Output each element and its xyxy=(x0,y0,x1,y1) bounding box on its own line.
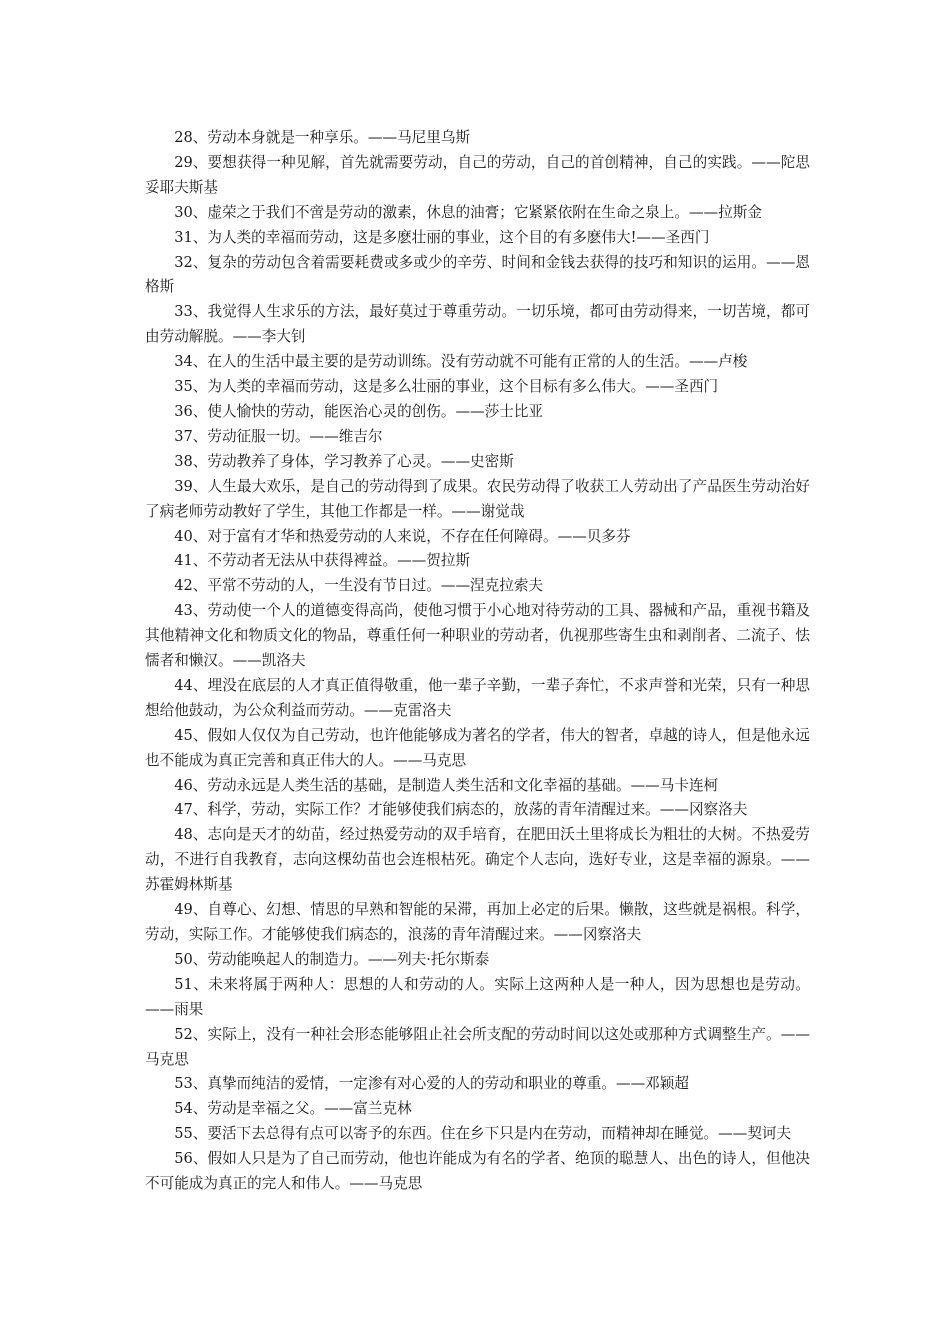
quote-paragraph: 46、劳动永远是人类生活的基础，是制造人类生活和文化幸福的基础。——马卡连柯 xyxy=(174,776,719,794)
quote-paragraph: 36、使人愉快的劳动，能医治心灵的创伤。——莎士比亚 xyxy=(174,402,544,420)
quote-paragraph: 54、劳动是幸福之父。——富兰克林 xyxy=(174,1100,412,1118)
quote-paragraph: 33、我觉得人生求乐的方法，最好莫过于尊重劳动。一切乐境，都可由劳动得来，一切苦境，都可由劳动解脱。——李大钊 xyxy=(145,303,810,346)
quote-paragraph: 52、实际上，没有一种社会形态能够阻止社会所支配的劳动时间以这处或那种方式调整生产。——马克思 xyxy=(145,1025,810,1068)
quote-paragraph: 37、劳动征服一切。——维吉尔 xyxy=(174,427,383,445)
quote-list xyxy=(145,126,810,1197)
quote-paragraph: 35、为人类的幸福而劳动，这是多么壮丽的事业，这个目标有多么伟大。——圣西门 xyxy=(174,378,719,396)
quote-paragraph: 49、自尊心、幻想、情思的早熟和智能的呆滞，再加上必定的后果。懒散，这些就是祸根。科学，劳动，实际工作。才能够使我们病态的，浪荡的青年清醒过来。——冈察洛夫 xyxy=(145,901,810,943)
quote-paragraph: 43、劳动使一个人的道德变得高尚，使他习惯于小心地对待劳动的工具、器械和产品，重视书籍及其他精神文化和物质文化的物品，尊重任何一种职业的劳动者，仇视那些寄生虫和剥削者、二流子、怯懦者和懒汉。——凯洛夫 xyxy=(145,602,810,670)
quote-paragraph: 55、要活下去总得有点可以寄予的东西。住在乡下只是内在劳动，而精神却在睡觉。——契诃夫 xyxy=(174,1125,792,1143)
quote-paragraph: 50、劳动能唤起人的制造力。——列夫·托尔斯泰 xyxy=(174,950,490,968)
quote-paragraph: 44、埋没在底层的人才真正值得敬重，他一辈子辛勤，一辈子奔忙，不求声誉和光荣，只有一种思想给他鼓动，为公众利益而劳动。——克雷洛夫 xyxy=(145,676,810,719)
quote-paragraph: 34、在人的生活中最主要的是劳动训练。没有劳动就不可能有正常的人的生活。——卢梭 xyxy=(174,353,748,371)
quote-paragraph: 29、要想获得一种见解，首先就需要劳动，自己的劳动，自己的首创精神，自己的实践。——陀思妥耶夫斯基 xyxy=(145,153,810,196)
quote-paragraph: 42、平常不劳动的人，一生没有节日过。——涅克拉索夫 xyxy=(174,577,544,595)
quote-paragraph: 28、劳动本身就是一种享乐。——马尼里乌斯 xyxy=(174,129,471,146)
quote-paragraph: 40、对于富有才华和热爱劳动的人来说，不存在任何障碍。——贝多芬 xyxy=(174,527,631,545)
quote-paragraph: 39、人生最大欢乐，是自己的劳动得到了成果。农民劳动得了收获工人劳动出了产品医生劳动治好了病老师劳动教好了学生，其他工作都是一样。——谢觉哉 xyxy=(145,477,810,520)
quote-paragraph: 48、志向是天才的幼苗，经过热爱劳动的双手培育，在肥田沃土里将成长为粗壮的大树。不热爱劳动，不进行自我教育，志向这棵幼苗也会连根枯死。确定个人志向，选好专业，这是幸福的源泉。——苏霍姆林斯基 xyxy=(145,826,810,894)
quote-paragraph: 38、劳动教养了身体，学习教养了心灵。——史密斯 xyxy=(174,452,514,470)
quote-paragraph: 51、未来将属于两种人：思想的人和劳动的人。实际上这两种人是一种人，因为思想也是劳动。——雨果 xyxy=(145,975,810,1018)
quote-paragraph: 41、不劳动者无法从中获得裨益。——贺拉斯 xyxy=(174,552,471,570)
quote-paragraph: 45、假如人仅仅为自己劳动，也许他能够成为著名的学者，伟大的智者，卓越的诗人，但是他永远也不能成为真正完善和真正伟大的人。——马克思 xyxy=(145,726,810,769)
quote-paragraph: 31、为人类的幸福而劳动，这是多麽壮丽的事业，这个目的有多麽伟大!——圣西门 xyxy=(174,228,710,246)
quote-paragraph: 30、虚荣之于我们不啻是劳动的激素，休息的油膏；它紧紧依附在生命之泉上。——拉斯金 xyxy=(174,203,762,221)
quote-paragraph: 56、假如人只是为了自己而劳动，他也许能成为有名的学者、绝顶的聪慧人、出色的诗人，但他决不可能成为真正的完人和伟人。——马克思 xyxy=(145,1150,810,1193)
quote-paragraph: 53、真挚而纯洁的爱情，一定渗有对心爱的人的劳动和职业的尊重。——邓颖超 xyxy=(174,1075,689,1093)
quote-paragraph: 32、复杂的劳动包含着需要耗费或多或少的辛劳、时间和金钱去获得的技巧和知识的运用。——恩格斯 xyxy=(145,253,810,296)
quote-paragraph: 47、科学，劳动，实际工作？才能够使我们病态的，放荡的青年清醒过来。——冈察洛夫 xyxy=(174,801,748,819)
